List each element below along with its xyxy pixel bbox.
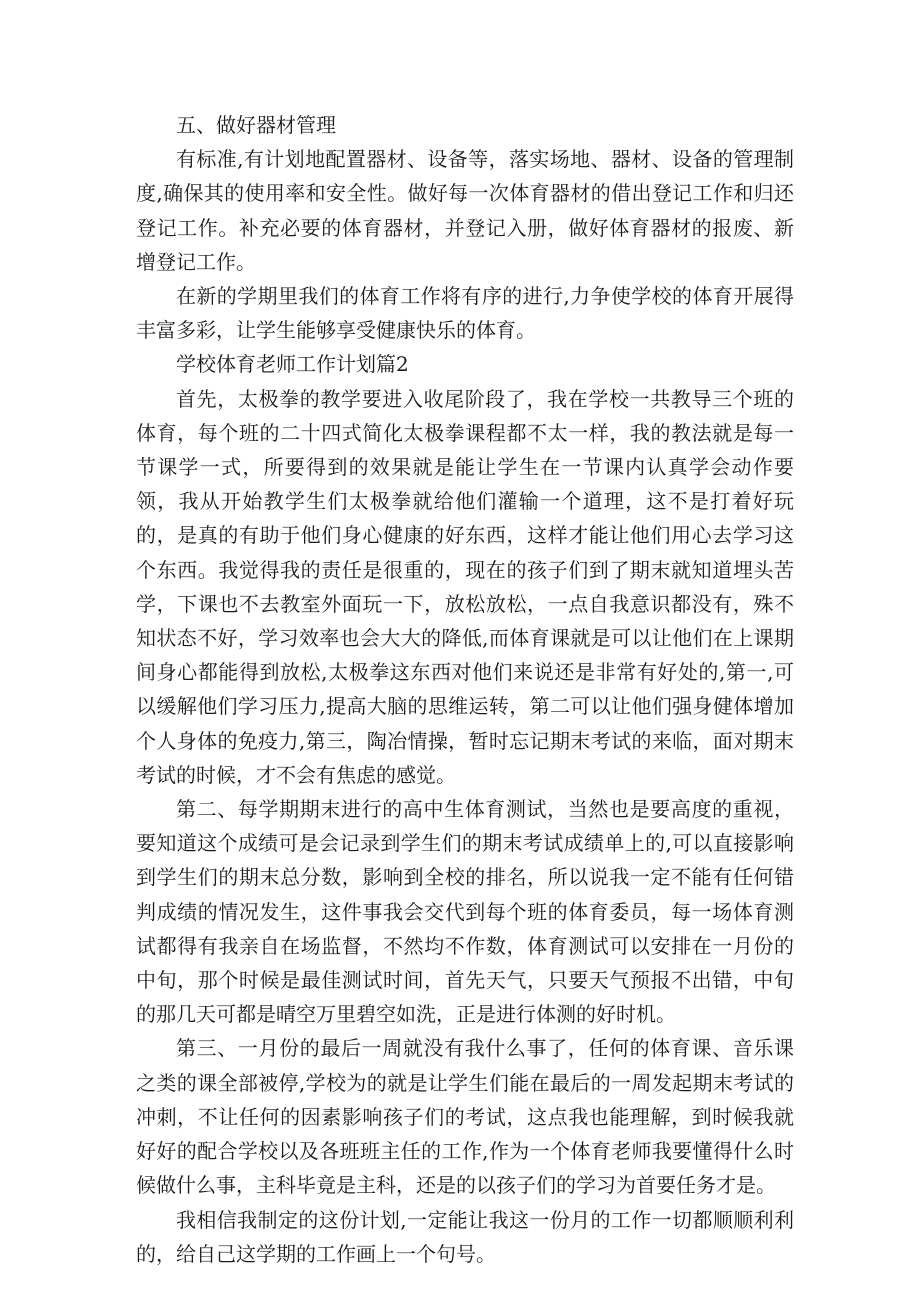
- paragraph-equipment: 有标准,有计划地配置器材、设备等，落实场地、器材、设备的管理制度,确保其的使用率和安全性。做好每一次体育器材的借出登记工作和归还登记工作。补充必要的体育器材，并登记入册，做好体育器材的报废、新增登记工作。: [136, 147, 794, 274]
- paragraph-third: 第三、一月份的最后一周就没有我什么事了，任何的体育课、音乐课之类的课全部被停,学校为的就是让学生们能在最后的一周发起期末考试的冲刺，不让任何的因素影响孩子们的考试，这点我也能理解，到时候我就好好的配合学校以及各班班主任的工作,作为一个体育老师我要懂得什么时候做什么事，主科毕竟是主科，还是的以孩子们的学习为首要任务才是。: [136, 1036, 794, 1198]
- paragraph-closing: 我相信我制定的这份计划,一定能让我这一份月的工作一切都顺顺利利的，给自己这学期的工作画上一个句号。: [136, 1207, 794, 1266]
- paragraph-first: 首先，太极拳的教学要进入收尾阶段了，我在学校一共教导三个班的体育，每个班的二十四式简化太极拳课程都不太一样，我的教法就是每一节课学一式，所要得到的效果就是能让学生在一节课内认真学会动作要领，我从开始教学生们太极拳就给他们灌输一个道理，这不是打着好玩的，是真的有助于他们身心健康的好东西，这样才能让他们用心去学习这个东西。我觉得我的责任是很重的，现在的孩子们到了期末就知道埋头苦学，下课也不去教室外面玩一下，放松放松，一点自我意识都没有，殊不知状态不好，学习效率也会大大的降低,而体育课就是可以让他们在上课期间身心都能得到放松,太极拳这东西对他们来说还是非常有好处的,第一,可以缓解他们学习压力,提高大脑的思维运转，第二可以让他们强身健体增加个人身体的免疫力,第三，陶冶情操，暂时忘记期末考试的来临，面对期末考试的时候，才不会有焦虑的感觉。: [136, 386, 794, 787]
- paragraph-second: 第二、每学期期末进行的高中生体育测试，当然也是要高度的重视，要知道这个成绩可是会记录到学生们的期末考试成绩单上的,可以直接影响到学生们的期末总分数，影响到全校的排名，所以说我一定不能有任何错判成绩的情况发生，这件事我会交代到每个班的体育委员，每一场体育测试都得有我亲自在场监督，不然均不作数，体育测试可以安排在一月份的中旬，那个时候是最佳测试时间，首先天气，只要天气预报不出错，中旬的那几天可都是晴空万里碧空如洗，正是进行体测的好时机。: [136, 797, 794, 1027]
- section-heading-equipment: 五、做好器材管理: [176, 113, 336, 137]
- document-body: [136, 108, 794, 1271]
- paragraph-summary: 在新的学期里我们的体育工作将有序的进行,力争使学校的体育开展得丰富多彩，让学生能够享受健康快乐的体育。: [136, 284, 794, 343]
- article-title-plan2: 学校体育老师工作计划篇2: [176, 352, 409, 377]
